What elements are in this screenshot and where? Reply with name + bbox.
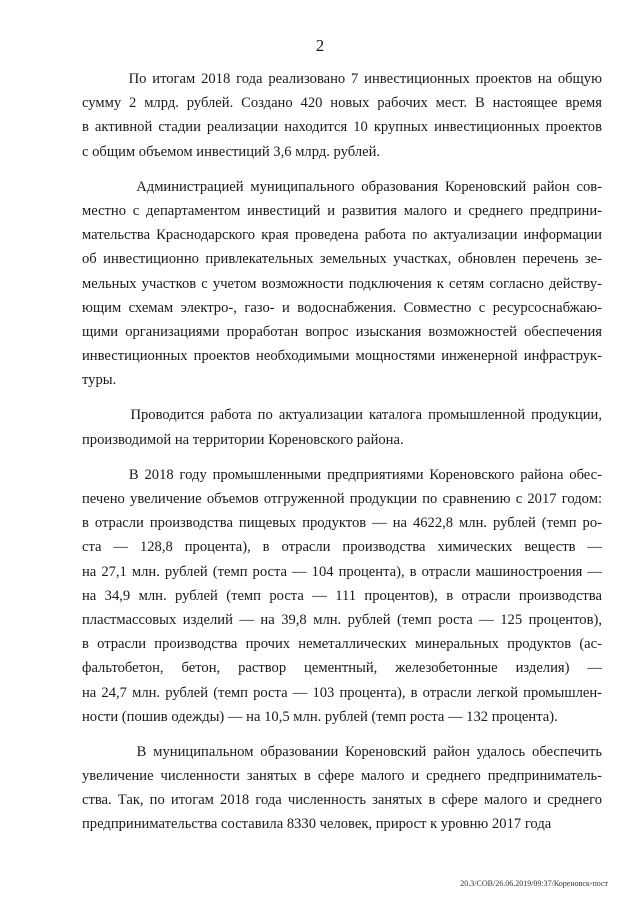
text-line: ющим схемам электро-, газо- и водоснабжения. Совместно с ресурсоснабжаю- (82, 299, 602, 316)
text-line: В муниципальном образовании Кореновский район удалось обеспечить (82, 743, 602, 760)
text-line: об инвестиционно привлекательных земельных участках, обновлен перечень зе- (82, 251, 602, 268)
document-body (82, 67, 602, 848)
paragraph (82, 740, 602, 837)
text-line: туры. (82, 372, 117, 389)
text-line: с общим объемом инвестиций 3,6 млрд. рублей. (82, 143, 381, 160)
paragraph (82, 463, 602, 729)
text-line: ности (пошив одежды) — на 10,5 млн. рублей (темп роста — 132 процента). (82, 708, 558, 725)
text-line: на 34,9 млн. рублей (темп роста — 111 процентов), в отрасли производства (82, 587, 602, 604)
document-footer-stamp: 20.3/СОВ/26.06.2019/09:37/Кореновск-пост (460, 879, 608, 888)
text-line: производимой на территории Кореновского района. (82, 431, 404, 448)
text-line: ста — 128,8 процента), в отрасли производства химических веществ — (82, 539, 602, 556)
text-line: Администрацией муниципального образования Кореновский район сов- (82, 178, 602, 195)
text-line: предпринимательства составила 8330 человек, прирост к уровню 2017 года (82, 816, 552, 833)
page-number: 2 (315, 36, 325, 55)
text-line: пластмассовых изделий — на 39,8 млн. рублей (темп роста — 125 процентов), (82, 611, 602, 628)
text-line: в отрасли производства прочих неметаллических минеральных продуктов (ас- (82, 636, 602, 653)
text-line: По итогам 2018 года реализовано 7 инвестиционных проектов на общую (82, 71, 602, 87)
text-line: инвестиционных проектов необходимыми мощностями инженерной инфраструк- (82, 348, 602, 365)
text-line: печено увеличение объемов отгруженной продукции по сравнению с 2017 годом: (82, 491, 602, 507)
text-line: ства. Так, по итогам 2018 года численность занятых в сфере малого и среднего (82, 792, 602, 809)
paragraph (82, 403, 602, 451)
text-line: местно с департаментом инвестиций и развития малого и среднего предприни- (82, 202, 602, 219)
text-line: на 24,7 млн. рублей (темп роста — 103 процента), в отрасли легкой промышлен- (82, 684, 602, 701)
text-line: щими организациями проработан вопрос изыскания возможностей обеспечения (82, 323, 602, 340)
text-line: мательства Краснодарского края проведена работа по актуализации информации (82, 227, 602, 244)
text-line: В 2018 году промышленными предприятиями Кореновского района обес- (82, 466, 602, 483)
text-line: в отрасли производства пищевых продуктов — на 4622,8 млн. рублей (темп ро- (82, 515, 602, 532)
paragraph (82, 175, 602, 393)
text-line: фальтобетон, бетон, раствор цементный, железобетонные изделия) — (82, 660, 602, 677)
text-line: Проводится работа по актуализации каталога промышленной продукции, (82, 407, 602, 424)
paragraph (82, 67, 602, 164)
text-line: увеличение численности занятых в сфере малого и среднего предприниматель- (82, 768, 602, 785)
text-line: в активной стадии реализации находится 10 крупных инвестиционных проектов (82, 119, 602, 136)
text-line: сумму 2 млрд. рублей. Создано 420 новых рабочих мест. В настоящее время (82, 95, 602, 112)
text-line: на 27,1 млн. рублей (темп роста — 104 процента), в отрасли машиностроения — (82, 563, 602, 580)
text-line: мельных участков с учетом возможности подключения к сетям согласно действу- (82, 275, 602, 292)
